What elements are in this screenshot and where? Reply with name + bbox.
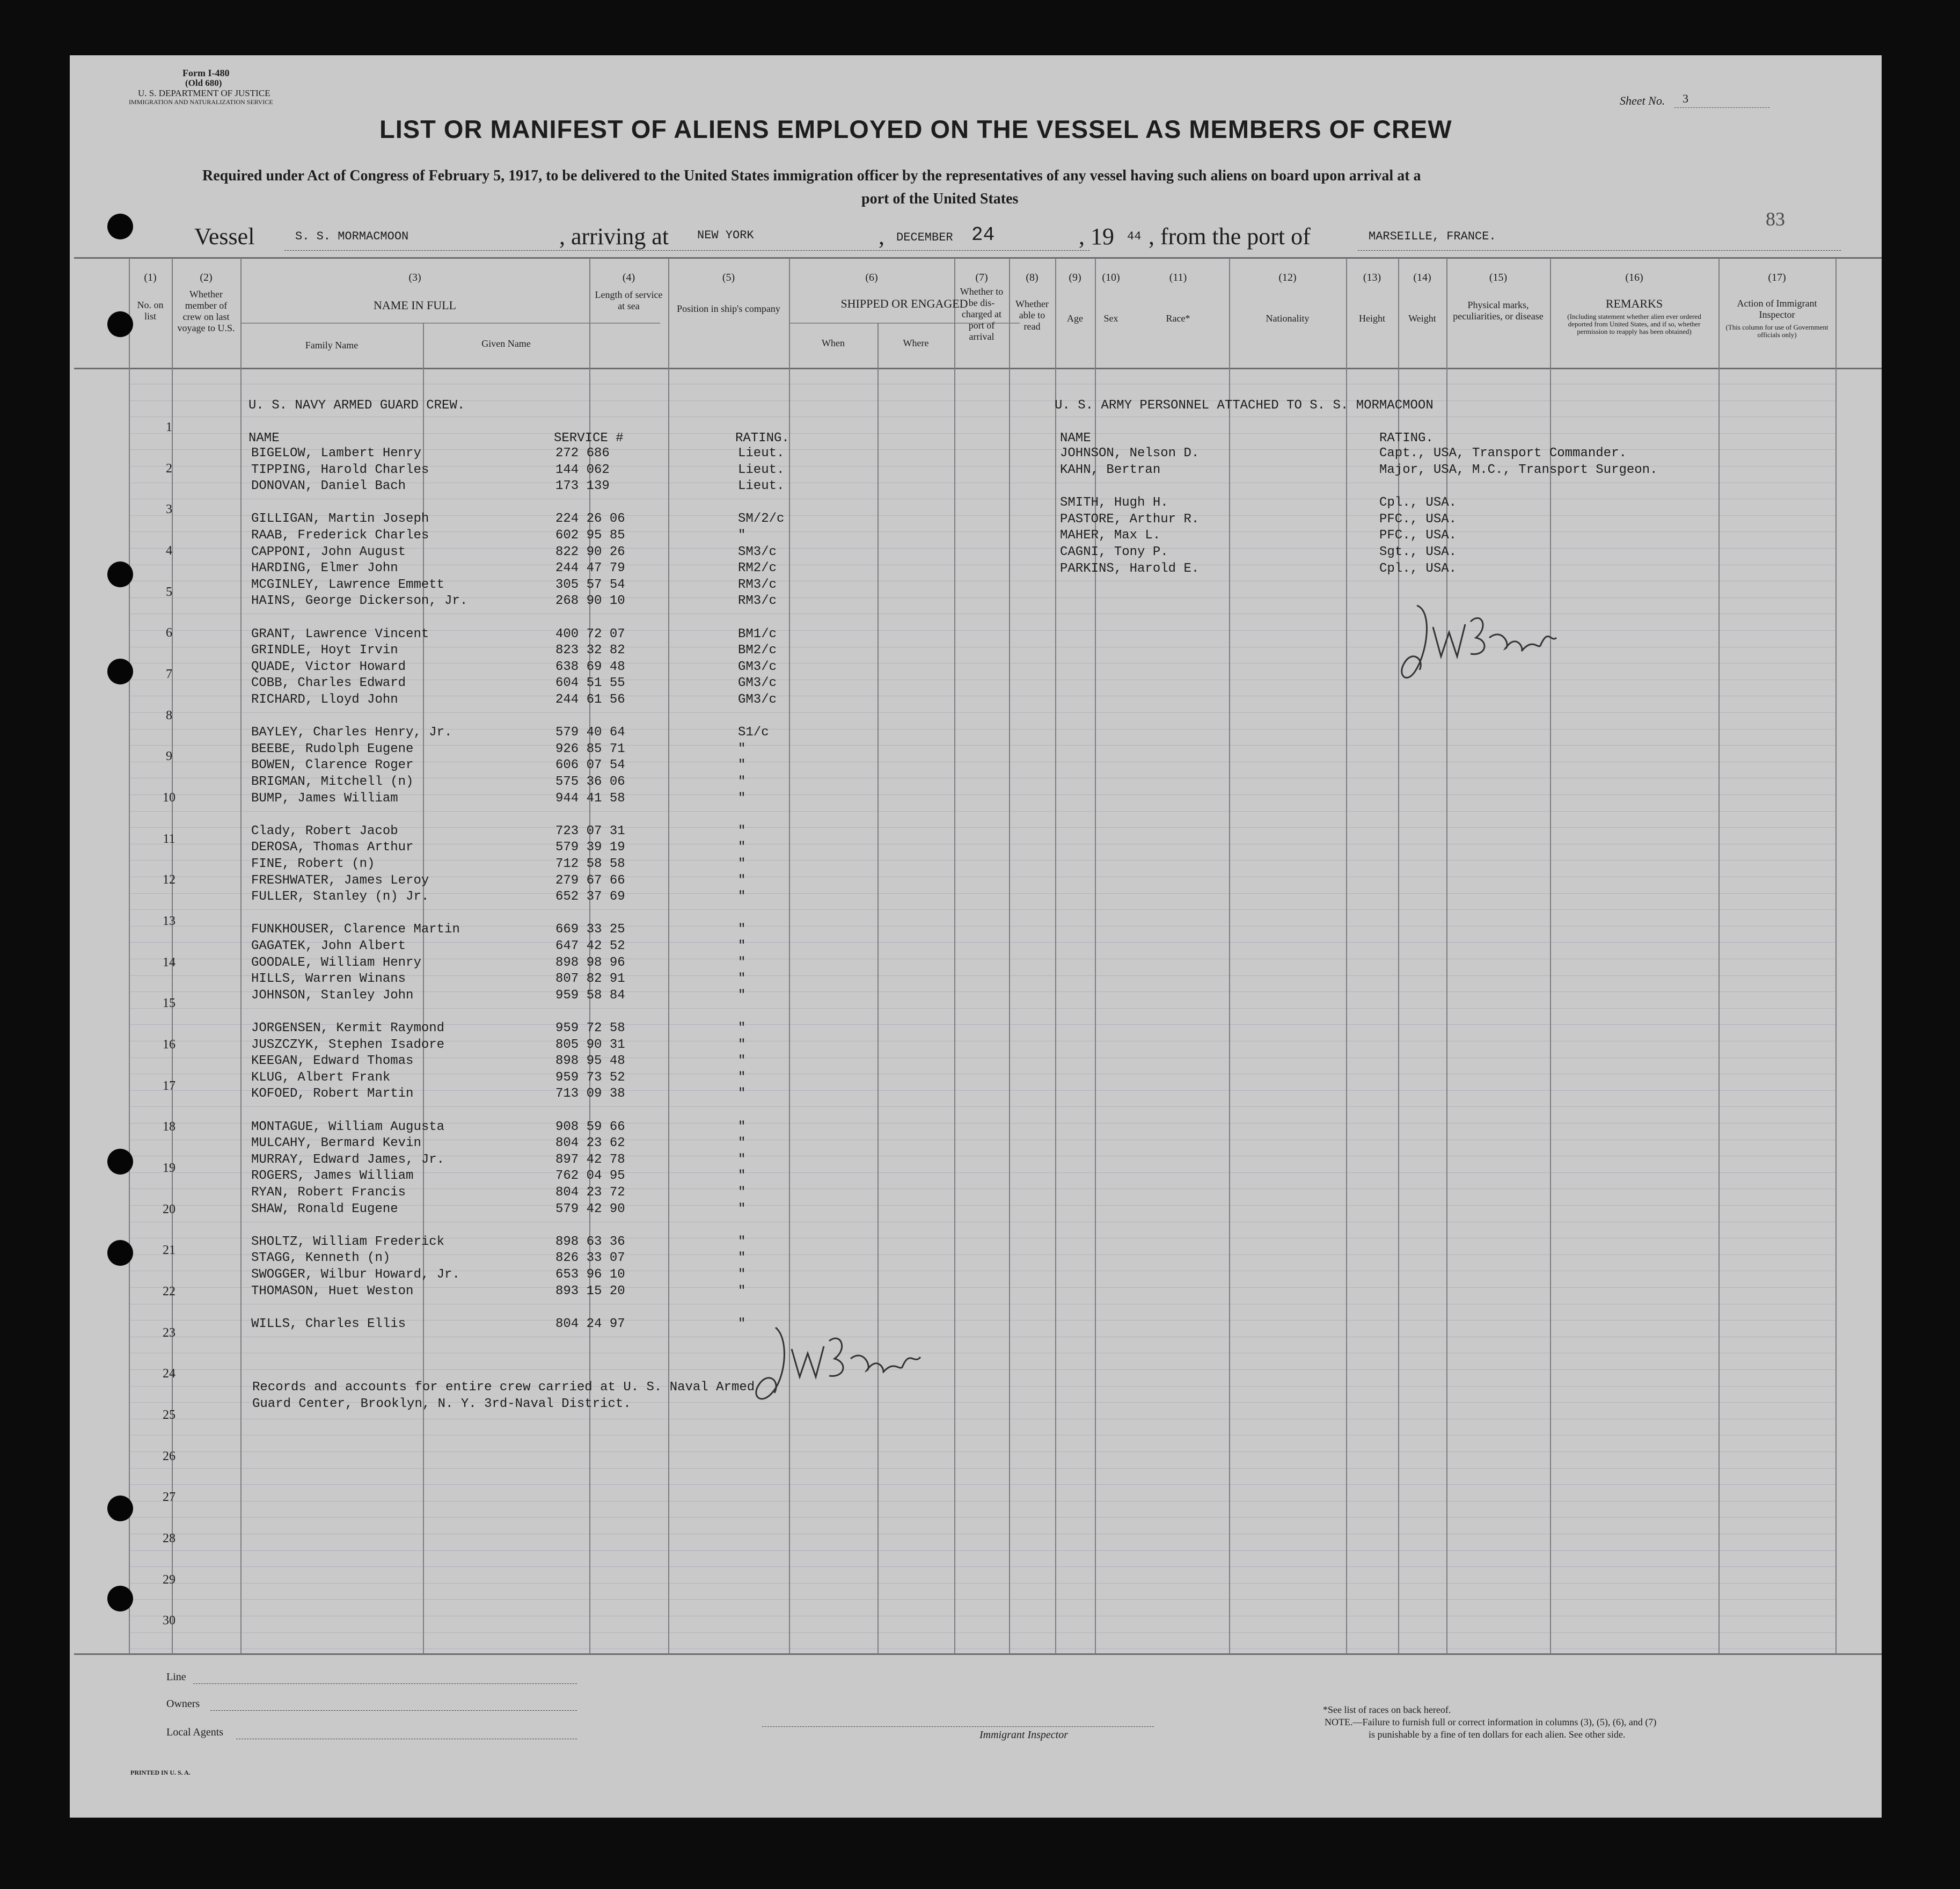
crew-rating: Lieut.	[738, 463, 785, 477]
crew-service-number: 305 57 54	[555, 578, 625, 592]
year-prefix: , 19	[1079, 223, 1114, 250]
crew-rating: "	[738, 857, 746, 871]
crew-name: MULCAHY, Bermard Kevin	[251, 1136, 421, 1150]
form-number: Form I-480	[182, 68, 230, 78]
records-note-line-2: Guard Center, Brooklyn, N. Y. 3rd-Naval District.	[252, 1397, 631, 1411]
crew-service-number: 898 98 96	[555, 956, 625, 970]
crew-service-number: 805 90 31	[555, 1038, 625, 1052]
from-label: , from the port of	[1149, 223, 1311, 250]
crew-rating: "	[738, 1021, 746, 1035]
crew-name: KEEGAN, Edward Thomas	[251, 1054, 414, 1068]
army-rating: Sgt., USA.	[1379, 545, 1457, 559]
crew-name: HARDING, Elmer John	[251, 561, 398, 575]
crew-name: JORGENSEN, Kermit Raymond	[251, 1021, 445, 1035]
crew-service-number: 926 85 71	[555, 742, 625, 756]
arrival-year: 44	[1127, 230, 1142, 243]
army-rating: Major, USA, M.C., Transport Surgeon.	[1379, 463, 1658, 477]
crew-name: JUSZCZYK, Stephen Isadore	[251, 1038, 445, 1052]
line-number: 3	[166, 502, 172, 516]
crew-service-number: 579 40 64	[555, 725, 625, 740]
crew-name: RAAB, Frederick Charles	[251, 528, 429, 543]
crew-rating: "	[738, 972, 746, 986]
army-rating-header: RATING.	[1379, 431, 1434, 446]
army-name: PARKINS, Harold E.	[1060, 561, 1200, 576]
crew-name: BEEBE, Rudolph Eugene	[251, 742, 414, 756]
crew-name: GILLIGAN, Martin Joseph	[251, 512, 429, 526]
form-old-number: (Old 680)	[185, 78, 222, 88]
when-label: When	[822, 338, 845, 348]
crew-service-number: 713 09 38	[555, 1086, 625, 1101]
crew-name: GRINDLE, Hoyt Irvin	[251, 643, 398, 658]
origin-port: MARSEILLE, FRANCE.	[1369, 230, 1496, 243]
crew-service-number: 959 58 84	[555, 988, 625, 1003]
army-name: CAGNI, Tony P.	[1060, 545, 1168, 559]
document-title: LIST OR MANIFEST OF ALIENS EMPLOYED ON THE VESSEL AS MEMBERS OF CREW	[379, 115, 1452, 143]
crew-name: STAGG, Kenneth (n)	[251, 1251, 391, 1265]
crew-rating: RM3/c	[738, 594, 777, 608]
line-number: 8	[166, 709, 172, 723]
crew-rating: S1/c	[738, 725, 769, 740]
col-num-10: (10)	[1102, 272, 1120, 283]
crew-service-number: 606 07 54	[555, 758, 625, 772]
crew-service-number: 604 51 55	[555, 676, 625, 690]
line-number: 20	[163, 1202, 175, 1216]
punch-hole	[107, 1586, 133, 1611]
page-number: 83	[1766, 208, 1785, 230]
crew-service-number: 579 39 19	[555, 840, 625, 855]
crew-rating: "	[738, 873, 746, 888]
crew-service-number: 579 42 90	[555, 1202, 625, 1216]
family-name-label: Family Name	[305, 340, 359, 351]
crew-name: FUNKHOUSER, Clarence Martin	[251, 922, 460, 937]
line-number: 22	[163, 1285, 175, 1299]
line-number: 17	[163, 1079, 175, 1093]
vessel-name: S. S. MORMACMOON	[295, 230, 409, 243]
crew-rating: "	[738, 1251, 746, 1265]
line-number: 7	[166, 667, 172, 681]
crew-service-number: 893 15 20	[555, 1284, 625, 1299]
crew-rating: "	[738, 1038, 746, 1052]
col-num-16: (16)	[1625, 272, 1643, 283]
line-number: 13	[163, 914, 175, 928]
crew-name: KLUG, Albert Frank	[251, 1070, 391, 1085]
col-label-14: Weight	[1408, 313, 1436, 324]
line-number: 10	[163, 791, 175, 805]
crew-name: FULLER, Stanley (n) Jr.	[251, 889, 429, 904]
line-number: 26	[163, 1449, 175, 1463]
crew-rating: RM3/c	[738, 578, 777, 592]
col-label-2: Whether member of crew on last voyage to U.S.	[177, 289, 235, 333]
arrival-month: DECEMBER	[896, 231, 953, 244]
given-name-label: Given Name	[481, 338, 531, 349]
crew-rating: Lieut.	[738, 446, 785, 461]
col-num-12: (12)	[1278, 272, 1297, 283]
crew-rating: "	[738, 1070, 746, 1085]
col-num-2: (2)	[200, 272, 213, 283]
crew-service-number: 224 26 06	[555, 512, 625, 526]
col-label-1: No. on list	[137, 300, 164, 322]
line-number: 9	[166, 749, 172, 763]
where-label: Where	[903, 338, 929, 348]
crew-name: Clady, Robert Jacob	[251, 824, 398, 838]
crew-name: DONOVAN, Daniel Bach	[251, 479, 406, 493]
crew-name: SHOLTZ, William Frederick	[251, 1235, 445, 1249]
line-number: 2	[166, 462, 172, 476]
col-label-3: NAME IN FULL	[374, 298, 456, 312]
navy-heading: U. S. NAVY ARMED GUARD CREW.	[248, 398, 465, 413]
line-number: 14	[163, 956, 175, 969]
line-number: 18	[163, 1120, 175, 1134]
line-number: 27	[163, 1490, 175, 1504]
col-num-1: (1)	[144, 272, 157, 283]
crew-service-number: 173 139	[555, 479, 610, 493]
army-rating: Cpl., USA.	[1379, 561, 1457, 576]
crew-service-number: 897 42 78	[555, 1153, 625, 1167]
line-number: 23	[163, 1326, 175, 1340]
crew-rating: BM1/c	[738, 627, 777, 641]
crew-name: GOODALE, William Henry	[251, 956, 421, 970]
signature-mark	[1395, 595, 1562, 686]
crew-rating: "	[738, 956, 746, 970]
crew-name: CAPPONI, John August	[251, 545, 406, 559]
crew-name: GAGATEK, John Albert	[251, 939, 406, 953]
crew-name: HILLS, Warren Winans	[251, 972, 406, 986]
immigrant-inspector-label: Immigrant Inspector	[979, 1729, 1068, 1741]
arrival-port: NEW YORK	[697, 229, 754, 242]
crew-rating: "	[738, 1169, 746, 1183]
sheet-number: 3	[1683, 92, 1688, 105]
crew-rating: GM3/c	[738, 676, 777, 690]
line-number: 15	[163, 996, 175, 1010]
punch-hole	[107, 1240, 133, 1266]
col-num-9: (9)	[1069, 272, 1081, 283]
col-label-16: REMARKS	[1605, 297, 1663, 310]
col-label-11: Race*	[1166, 313, 1190, 324]
crew-service-number: 647 42 52	[555, 939, 625, 953]
col-num-17: (17)	[1768, 272, 1786, 283]
department: U. S. DEPARTMENT OF JUSTICE	[138, 88, 270, 98]
col-label-8: Whether able to read	[1015, 298, 1049, 332]
crew-rating: SM3/c	[738, 545, 777, 559]
punch-hole	[107, 1496, 133, 1521]
line-number: 19	[163, 1161, 175, 1175]
crew-name: SWOGGER, Wilbur Howard, Jr.	[251, 1267, 460, 1282]
col-label-6: SHIPPED OR ENGAGED	[840, 297, 968, 310]
army-name: MAHER, Max L.	[1060, 528, 1161, 543]
crew-service-number: 804 23 62	[555, 1136, 625, 1150]
crew-service-number: 804 24 97	[555, 1317, 625, 1331]
col-label-4: Length of service at sea	[595, 289, 663, 311]
crew-name: WILLS, Charles Ellis	[251, 1317, 406, 1331]
crew-service-number: 959 73 52	[555, 1070, 625, 1085]
crew-service-number: 144 062	[555, 463, 610, 477]
local-agents-label: Local Agents	[166, 1726, 224, 1738]
records-note-line-1: Records and accounts for entire crew carried at U. S. Naval Armed	[252, 1380, 755, 1395]
signature-mark	[749, 1317, 926, 1408]
crew-service-number: 653 96 10	[555, 1267, 625, 1282]
crew-service-number: 244 61 56	[555, 692, 625, 707]
crew-service-number: 804 23 72	[555, 1185, 625, 1200]
army-heading: U. S. ARMY PERSONNEL ATTACHED TO S. S. MORMACMOON	[1055, 398, 1434, 413]
crew-service-number: 279 67 66	[555, 873, 625, 888]
crew-service-number: 652 37 69	[555, 889, 625, 904]
col-num-8: (8)	[1026, 272, 1038, 283]
crew-rating: "	[738, 791, 746, 806]
crew-rating: "	[738, 758, 746, 772]
col-label-15: Physical marks, peculiarities, or disease	[1453, 300, 1544, 322]
army-rating: Capt., USA, Transport Commander.	[1379, 446, 1627, 461]
vessel-label: Vessel	[194, 223, 255, 250]
army-name: SMITH, Hugh H.	[1060, 495, 1168, 510]
line-number: 28	[163, 1531, 175, 1545]
crew-rating: "	[738, 1120, 746, 1134]
crew-rating: "	[738, 824, 746, 838]
crew-rating: GM3/c	[738, 660, 777, 674]
crew-name: ROGERS, James William	[251, 1169, 414, 1183]
punch-hole	[107, 214, 133, 239]
crew-rating: "	[738, 1054, 746, 1068]
crew-name: BUMP, James William	[251, 791, 398, 806]
col-label-17: Action of Immigrant Inspector	[1737, 298, 1817, 320]
crew-rating: "	[738, 1153, 746, 1167]
crew-service-number: 762 04 95	[555, 1169, 625, 1183]
navy-service-header: SERVICE #	[554, 431, 624, 446]
crew-name: MURRAY, Edward James, Jr.	[251, 1153, 445, 1167]
crew-service-number: 959 72 58	[555, 1021, 625, 1035]
col-num-3: (3)	[408, 272, 421, 283]
crew-service-number: 823 32 82	[555, 643, 625, 658]
col-label-13: Height	[1359, 313, 1385, 324]
crew-rating: SM/2/c	[738, 512, 785, 526]
line-number: 29	[163, 1573, 175, 1587]
crew-name: QUADE, Victor Howard	[251, 660, 406, 674]
races-note: *See list of races on back hereof.	[1323, 1704, 1451, 1715]
crew-name: KOFOED, Robert Martin	[251, 1086, 414, 1101]
army-name: PASTORE, Arthur R.	[1060, 512, 1200, 527]
line-number: 16	[163, 1038, 175, 1052]
arrival-day: 24	[971, 224, 995, 246]
crew-rating: "	[738, 889, 746, 904]
penalty-note-line-1: NOTE.—Failure to furnish full or correct information in columns (3), (5), (6), and (7)	[1325, 1717, 1657, 1727]
action-note: (This column for use of Government officials only)	[1725, 323, 1829, 339]
col-label-10: Sex	[1103, 313, 1118, 324]
crew-name: RYAN, Robert Francis	[251, 1185, 406, 1200]
line-number: 4	[166, 544, 172, 558]
subtitle-line-2: port of the United States	[861, 191, 1019, 207]
crew-rating: "	[738, 1284, 746, 1299]
crew-service-number: 602 95 85	[555, 528, 625, 543]
col-label-12: Nationality	[1266, 313, 1310, 324]
crew-name: BOWEN, Clarence Roger	[251, 758, 414, 772]
crew-rating: GM3/c	[738, 692, 777, 707]
line-number: 6	[166, 626, 172, 640]
crew-rating: "	[738, 1086, 746, 1101]
line-number: 21	[163, 1243, 175, 1257]
penalty-note-line-2: is punishable by a fine of ten dollars for each alien. See other side.	[1369, 1729, 1626, 1740]
service-name: IMMIGRATION AND NATURALIZATION SERVICE	[129, 98, 273, 106]
arriving-label: , arriving at	[559, 223, 669, 250]
line-number: 11	[163, 832, 175, 846]
printed-in-usa: PRINTED IN U. S. A.	[130, 1769, 191, 1776]
crew-rating: BM2/c	[738, 643, 777, 658]
crew-service-number: 944 41 58	[555, 791, 625, 806]
army-rating: PFC., USA.	[1379, 512, 1457, 527]
crew-service-number: 638 69 48	[555, 660, 625, 674]
crew-service-number: 723 07 31	[555, 824, 625, 838]
line-number: 1	[166, 420, 172, 434]
crew-service-number: 898 95 48	[555, 1054, 625, 1068]
crew-service-number: 575 36 06	[555, 775, 625, 789]
crew-service-number: 272 686	[555, 446, 610, 461]
col-num-7: (7)	[975, 272, 988, 283]
line-number: 24	[163, 1367, 175, 1381]
line-number: 25	[163, 1408, 175, 1422]
line-number: 30	[163, 1614, 175, 1628]
army-name: JOHNSON, Nelson D.	[1060, 446, 1200, 461]
crew-name: COBB, Charles Edward	[251, 676, 406, 690]
crew-service-number: 908 59 66	[555, 1120, 625, 1134]
crew-rating: RM2/c	[738, 561, 777, 575]
crew-name: MONTAGUE, William Augusta	[251, 1120, 445, 1134]
crew-rating: "	[738, 1267, 746, 1282]
navy-name-header: NAME	[248, 431, 280, 446]
crew-service-number: 826 33 07	[555, 1251, 625, 1265]
col-num-4: (4)	[622, 272, 635, 283]
crew-rating: Lieut.	[738, 479, 785, 493]
army-name: KAHN, Bertran	[1060, 463, 1161, 477]
crew-name: JOHNSON, Stanley John	[251, 988, 414, 1003]
col-num-5: (5)	[722, 272, 735, 283]
col-label-5: Position in ship's company	[677, 303, 780, 314]
crew-service-number: 822 90 26	[555, 545, 625, 559]
punch-hole	[107, 1149, 133, 1175]
crew-rating: "	[738, 742, 746, 756]
line-number: 5	[166, 585, 172, 599]
crew-service-number: 268 90 10	[555, 594, 625, 608]
crew-rating: "	[738, 775, 746, 789]
crew-rating: "	[738, 1136, 746, 1150]
crew-service-number: 669 33 25	[555, 922, 625, 937]
crew-name: TIPPING, Harold Charles	[251, 463, 429, 477]
crew-rating: "	[738, 840, 746, 855]
col-num-13: (13)	[1363, 272, 1381, 283]
crew-rating: "	[738, 1235, 746, 1249]
punch-hole	[107, 311, 133, 337]
crew-service-number: 400 72 07	[555, 627, 625, 641]
sheet-label: Sheet No.	[1620, 94, 1665, 107]
navy-rating-header: RATING.	[735, 431, 789, 446]
crew-name: THOMASON, Huet Weston	[251, 1284, 414, 1299]
army-name-header: NAME	[1060, 431, 1091, 446]
crew-rating: "	[738, 1202, 746, 1216]
subtitle-line-1: Required under Act of Congress of February 5, 1917, to be delivered to the United States immigration officer by the representatives of any vessel having such aliens on board upon arrival at a	[202, 167, 1421, 184]
crew-service-number: 898 63 36	[555, 1235, 625, 1249]
col-num-15: (15)	[1489, 272, 1508, 283]
crew-name: HAINS, George Dickerson, Jr.	[251, 594, 468, 608]
crew-name: FINE, Robert (n)	[251, 857, 375, 871]
crew-name: FRESHWATER, James Leroy	[251, 873, 429, 888]
crew-service-number: 244 47 79	[555, 561, 625, 575]
crew-rating: "	[738, 988, 746, 1003]
crew-rating: "	[738, 1185, 746, 1200]
crew-service-number: 807 82 91	[555, 972, 625, 986]
punch-hole	[107, 561, 133, 587]
crew-name: GRANT, Lawrence Vincent	[251, 627, 429, 641]
crew-rating: "	[738, 1317, 746, 1331]
crew-name: MCGINLEY, Lawrence Emmett	[251, 578, 445, 592]
owners-label: Owners	[166, 1698, 200, 1710]
remarks-note: (Including statement whether alien ever ordered deported from United States, and if so, whether permission to reapply has been obtained)	[1567, 312, 1701, 336]
crew-name: BIGELOW, Lambert Henry	[251, 446, 421, 461]
crew-service-number: 712 58 58	[555, 857, 625, 871]
crew-name: BRIGMAN, Mitchell (n)	[251, 775, 414, 789]
army-rating: Cpl., USA.	[1379, 495, 1457, 510]
crew-rating: "	[738, 922, 746, 937]
col-num-14: (14)	[1413, 272, 1431, 283]
line-number: 12	[163, 873, 175, 887]
col-label-9: Age	[1067, 313, 1083, 324]
col-num-11: (11)	[1169, 272, 1187, 283]
crew-name: RICHARD, Lloyd John	[251, 692, 398, 707]
line-label: Line	[166, 1671, 186, 1683]
punch-hole	[107, 659, 133, 684]
col-num-6: (6)	[865, 272, 878, 283]
crew-name: BAYLEY, Charles Henry, Jr.	[251, 725, 452, 740]
army-rating: PFC., USA.	[1379, 528, 1457, 543]
crew-rating: "	[738, 939, 746, 953]
manifest-sheet: Form I-480 (Old 680) U. S. DEPARTMENT OF JUSTICE IMMIGRATION AND NATURALIZATION SERVICE Sheet No. 3 LIST OR MANIFEST OF ALIENS EMPLOYED ON THE VESSEL AS MEMBERS OF CREW Required under Act of Congress of February 5, 1917, to be delivered to the United States immigration officer by the representatives of any vessel having such aliens on board upon arrival at a port of the United States 83 Vessel S. S. MORMACMOON , arriving at NEW YORK , DECEMBER 24 , 19 44 , from the port of MARSEILLE, FRANCE. (1) (2) (3) (4) (5) (6) (7) (8) (9) (10) (11) (12) (13) (14) (15) (16) (17) No. on list Whether member of crew on last voyage to U.S. NAME IN FULL Length of service at sea Position in ship's company SHIPPED OR ENGAGED Whether to be dis-charged at port of arrival Whether able to read Age Sex Race* Nationality Height Weight Physical marks, peculiarities, or disease REMARKS Action of Immigrant Inspector Family Name Given Name When Where (Including statement whether alien ever ordered deported from United States, and if so, whether permission to reapply has been obtained) (This column for use of Government officials only) 1 2 3 4 5 6 7 8 9 10 11 12 13 14 15 16 17 18 19 20 21 22 23 24 25 26 27 28 29 30 U. S. NAVY ARMED GUARD CREW. NAME SERVICE # RATING. U. S. ARMY PERSONNEL ATTACHED TO S. S. MORMACMOON NAME RATING. BIGELOW, Lambert Henry 272 686 Lieut. TIPPING, Harold Charles 144 062 Lieut. DONOVAN, Daniel Bach 173 139 Lieut. GILLIGAN, Martin Joseph 224 26 06 SM/2/c RAAB, Frederick Charles 602 95 85 " CAPPONI, John August 822 90 26 SM3/c HARDING, Elmer John 244 47 79 RM2/c MCGINLEY, Lawrence Emmett 305 57 54 RM3/c HAINS, George Dickerson, Jr. 268 90 10 RM3/c GRANT, Lawrence Vincent 400 72 07 BM1/c GRINDLE, Hoyt Irvin 823 32 82 BM2/c QUADE, Victor Howard 638 69 48 GM3/c COBB, Charles Edward 604 51 55 GM3/c RICHARD, Lloyd John 244 61 56 GM3/c BAYLEY, Charles Henry, Jr. 579 40 64 S1/c BEEBE, Rudolph Eugene 926 85 71 " BOWEN, Clarence Roger 606 07 54 " BRIGMAN, Mitchell (n) 575 36 06 " BUMP, James William 944 41 58 " Clady, Robert Jacob 723 07 31 " DEROSA, Thomas Arthur 579 39 19 " FINE, Robert (n) 712 58 58 " FRESHWATER, James Leroy 279 67 66 " FULLER, Stanley (n) Jr. 652 37 69 " FUNKHOUSER, Clarence Martin 669 33 25 " GAGATEK, John Albert 647 42 52 " GOODALE, William Henry 898 98 96 " HILLS, Warren Winans 807 82 91 " JOHNSON, Stanley John 959 58 84 " JORGENSEN, Kermit Raymond 959 72 58 " JUSZCZYK, Stephen Isadore 805 90 31 " KEEGAN, Edward Thomas 898 95 48 " KLUG, Albert Frank 959 73 52 " KOFOED, Robert Martin 713 09 38 " MONTAGUE, William Augusta 908 59 66 " MULCAHY, Bermard Kevin 804 23 62 " MURRAY, Edward James, Jr. 897 42 78 " ROGERS, James William 762 04 95 " RYAN, Robert Francis 804 23 72 " SHAW, Ronald Eugene 579 42 90 " SHOLTZ, William Frederick 898 63 36 " STAGG, Kenneth (n) 826 33 07 " SWOGGER, Wilbur Howard, Jr. 653 96 10 " THOMASON, Huet Weston 893 15 20 " WILLS, Charles Ellis 804 24 97 " JOHNSON, Nelson D. Capt., USA, Transport Commander. KAHN, Bertran Major, USA, M.C., Transport Surgeon. SMITH, Hugh H. Cpl., USA. PASTORE, Arthur R. PFC., USA. MAHER, Max L. PFC., USA. CAGNI, Tony P. Sgt., USA. PARKINS, Harold E. Cpl., USA. Records and accounts for entire crew carried at U. S. Naval Armed Guard Center, Brooklyn, N. Y. 3rd-Naval District. Line Owners Local Agents Immigrant Inspector *See list of races on back hereof. NOTE.—Failure to furnish full or correct information in columns (3), (5), (6), and (7) is punishable by a fine of ten dollars for each alien. See other side. PRINTED IN U. S. A.	[70, 55, 1882, 1818]
crew-name: DEROSA, Thomas Arthur	[251, 840, 414, 855]
col-label-7: Whether to be dis-charged at port of arrival	[960, 286, 1004, 342]
crew-name: SHAW, Ronald Eugene	[251, 1202, 398, 1216]
crew-rating: "	[738, 528, 746, 543]
